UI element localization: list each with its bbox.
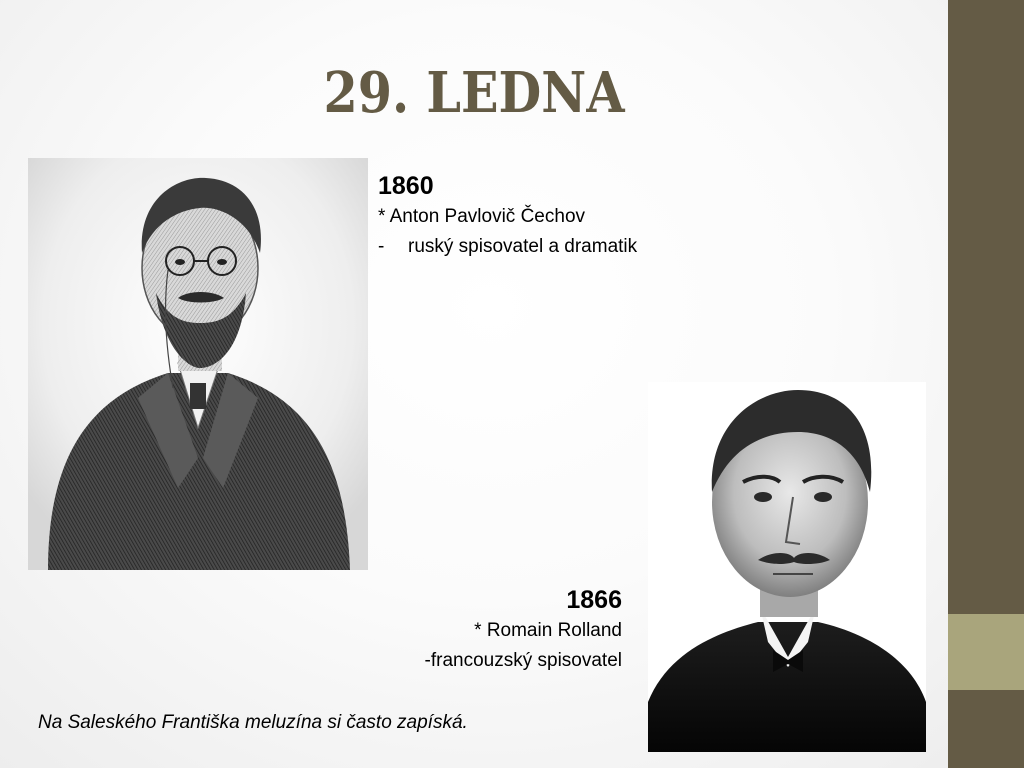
entry-description-line (378, 232, 637, 262)
bullet-dash: - (424, 650, 431, 671)
entry-description: ruský spisovatel a dramatik (408, 236, 638, 257)
entry-year: 1866 (566, 586, 622, 614)
entry-name: * Anton Pavlovič Čechov (378, 206, 586, 227)
entry-description: francouzský spisovatel (430, 650, 622, 671)
slide-title: 29. LEDNA (323, 60, 625, 126)
entry-name: * Romain Rolland (474, 620, 622, 641)
entry-description-line (401, 646, 622, 676)
bullet-dash: - (378, 236, 385, 257)
entry-1860 (378, 170, 637, 262)
entry-year: 1860 (378, 172, 434, 200)
sidebar-accent-block (948, 614, 1024, 690)
proverb-caption: Na Saleského Františka meluzína si často zapíská. (38, 712, 468, 733)
rolland-portrait (648, 382, 926, 752)
chekhov-portrait (28, 158, 368, 570)
entry-1866 (401, 584, 622, 676)
